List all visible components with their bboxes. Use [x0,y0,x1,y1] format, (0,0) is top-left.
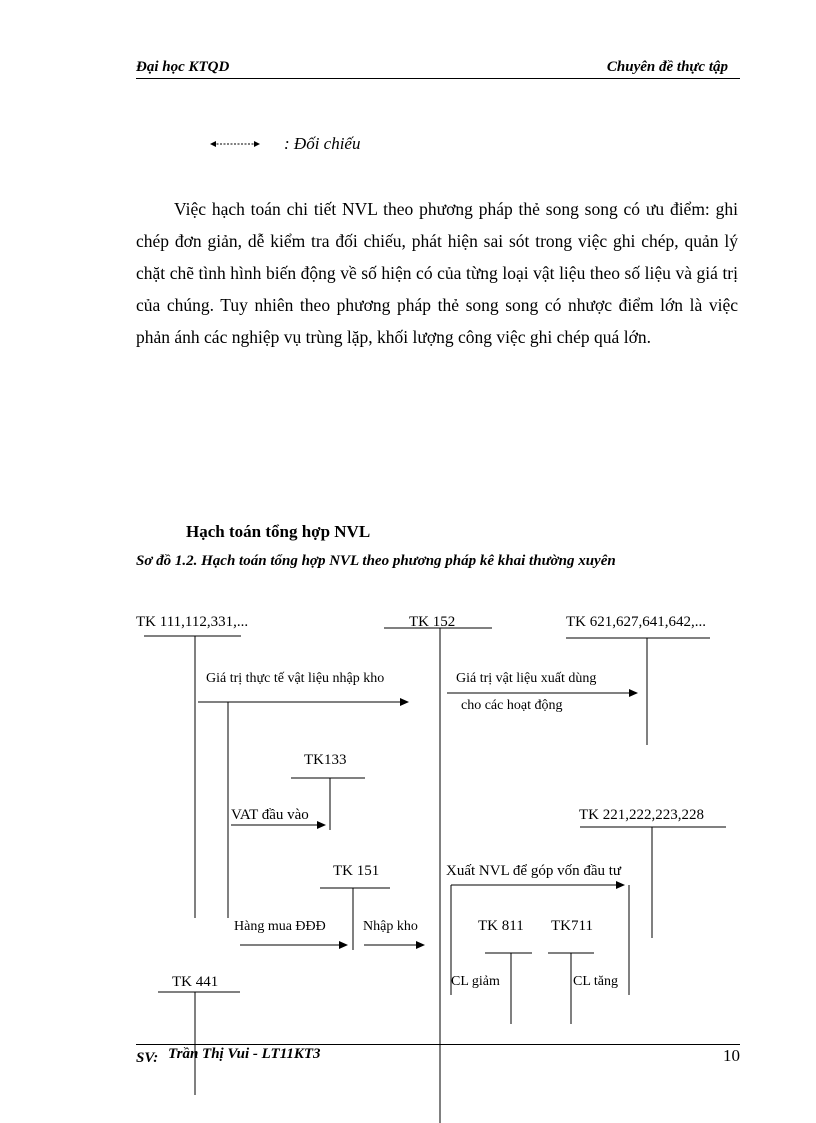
label-nhap-kho-151: Nhập kho [363,919,418,934]
tk441-label: TK 441 [172,974,219,990]
label-nhap-kho-value: Giá trị thực tế vật liệu nhập kho [206,671,385,686]
section-title: Hạch toán tổng hợp NVL [186,522,371,541]
tk711-label: TK711 [551,918,593,934]
tk133-label: TK133 [304,752,347,768]
header-left: Đại học KTQD [136,59,230,75]
label-cl-tang: CL tăng [573,974,618,989]
body-paragraph: Việc hạch toán chi tiết NVL theo phương pháp thẻ song song có ưu điểm: ghi chép đơn giản, dễ kiểm tra đối chiếu, phát hiện sai sót trong việc ghi chép, quản lý chặt chẽ tình hình biến động về số hiện có của từng loại vật liệu theo số liệu và giá trị của chúng. Tuy nhiên theo phương pháp thẻ song song có nhược điểm lớn là việc phản ánh các nghiệp vụ trùng lặp, khối lượng công việc ghi chép quá lớn. [136,199,738,347]
header-right: Chuyên đề thực tập [606,59,728,75]
label-vat: VAT đầu vào [231,807,309,823]
tk111-label: TK 111,112,331,... [136,614,249,630]
page-number: 10 [723,1046,740,1065]
label-xuat-dung-1: Giá trị vật liệu xuất dùng [456,671,597,686]
tk151-label: TK 151 [333,863,380,879]
label-cl-giam: CL giảm [451,974,500,989]
label-hang-mua: Hàng mua ĐĐĐ [234,919,326,934]
legend-text: : Đối chiếu [284,134,361,153]
footer-sv: SV: [136,1050,159,1066]
tk621-label: TK 621,627,641,642,... [566,614,706,630]
label-xuat-dung-2: cho các hoạt động [461,698,563,713]
tk811-label: TK 811 [478,918,524,934]
tk221-label: TK 221,222,223,228 [579,807,704,823]
footer-rule [136,1044,740,1045]
figure-caption: Sơ đồ 1.2. Hạch toán tổng hợp NVL theo phương pháp kê khai thường xuyên [136,553,616,569]
label-gop-von: Xuất NVL để góp vốn đầu tư [446,863,622,879]
tk152-label: TK 152 [409,614,456,630]
footer-student-name: Trần Thị Vui - LT11KT3 [168,1046,321,1062]
